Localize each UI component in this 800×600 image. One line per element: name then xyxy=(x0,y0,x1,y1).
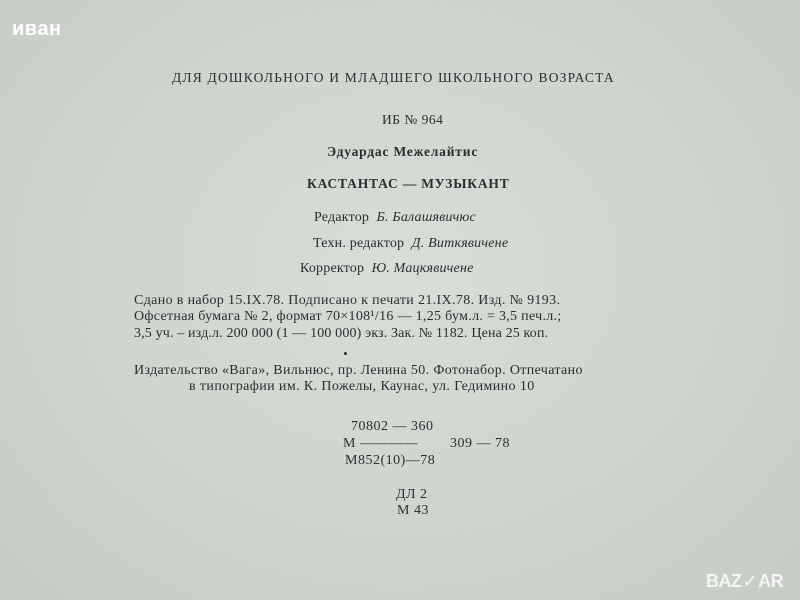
credit-person: Б. Балашявичюс xyxy=(376,210,476,225)
watermark-label: иван xyxy=(12,18,62,40)
catalog-code-right: 309 — 78 xyxy=(449,436,510,451)
credit-tech-editor xyxy=(313,236,508,252)
catalog-line-1: 70802 — 360 xyxy=(351,419,434,434)
publisher-line: в типографии им. К. Пожелы, Каунас, ул. Гедимино 10 xyxy=(189,379,535,394)
author-name: Эдуардас Межелайтис xyxy=(327,144,479,159)
credit-role: Корректор xyxy=(300,261,365,276)
credit-role: Редактор xyxy=(314,210,370,225)
code-m: М 43 xyxy=(397,503,429,518)
credit-person: Д. Виткявичене xyxy=(411,236,509,251)
print-info-line: 3,5 уч. – изд.л. 200 000 (1 — 100 000) экз. Зак. № 1182. Цена 25 коп. xyxy=(134,326,549,341)
credit-role: Техн. редактор xyxy=(313,236,405,251)
logo-text-part: AR xyxy=(758,570,784,591)
publisher-line: Издательство «Вага», Вильнюс, пр. Ленина 50. Фотонабор. Отпечатано xyxy=(134,363,583,378)
logo-text-part: BAZ xyxy=(706,570,742,591)
check-icon: ✓ xyxy=(742,570,758,591)
credit-editor xyxy=(314,210,476,226)
bazar-logo xyxy=(706,568,792,594)
catalog-line-3: М852(10)—78 xyxy=(345,453,436,468)
catalog-code-left: М ———— xyxy=(343,436,418,451)
code-dl: ДЛ 2 xyxy=(396,487,428,502)
audience-header: ДЛЯ ДОШКОЛЬНОГО И МЛАДШЕГО ШКОЛЬНОГО ВОЗРАСТА xyxy=(172,70,615,85)
credit-corrector xyxy=(300,261,474,277)
print-info-line: Офсетная бумага № 2, формат 70×108¹/16 — 1,25 бум.л. = 3,5 печ.л.; xyxy=(134,309,562,324)
ink-dot xyxy=(344,352,347,355)
print-info-line: Сдано в набор 15.IX.78. Подписано к печати 21.IX.78. Изд. № 9193. xyxy=(134,293,561,308)
ib-number: ИБ № 964 xyxy=(382,112,444,127)
book-title: КАСТАНТАС — МУЗЫКАНТ xyxy=(307,176,510,191)
catalog-line-2 xyxy=(343,436,510,452)
credit-person: Ю. Мацкявичене xyxy=(371,261,474,276)
